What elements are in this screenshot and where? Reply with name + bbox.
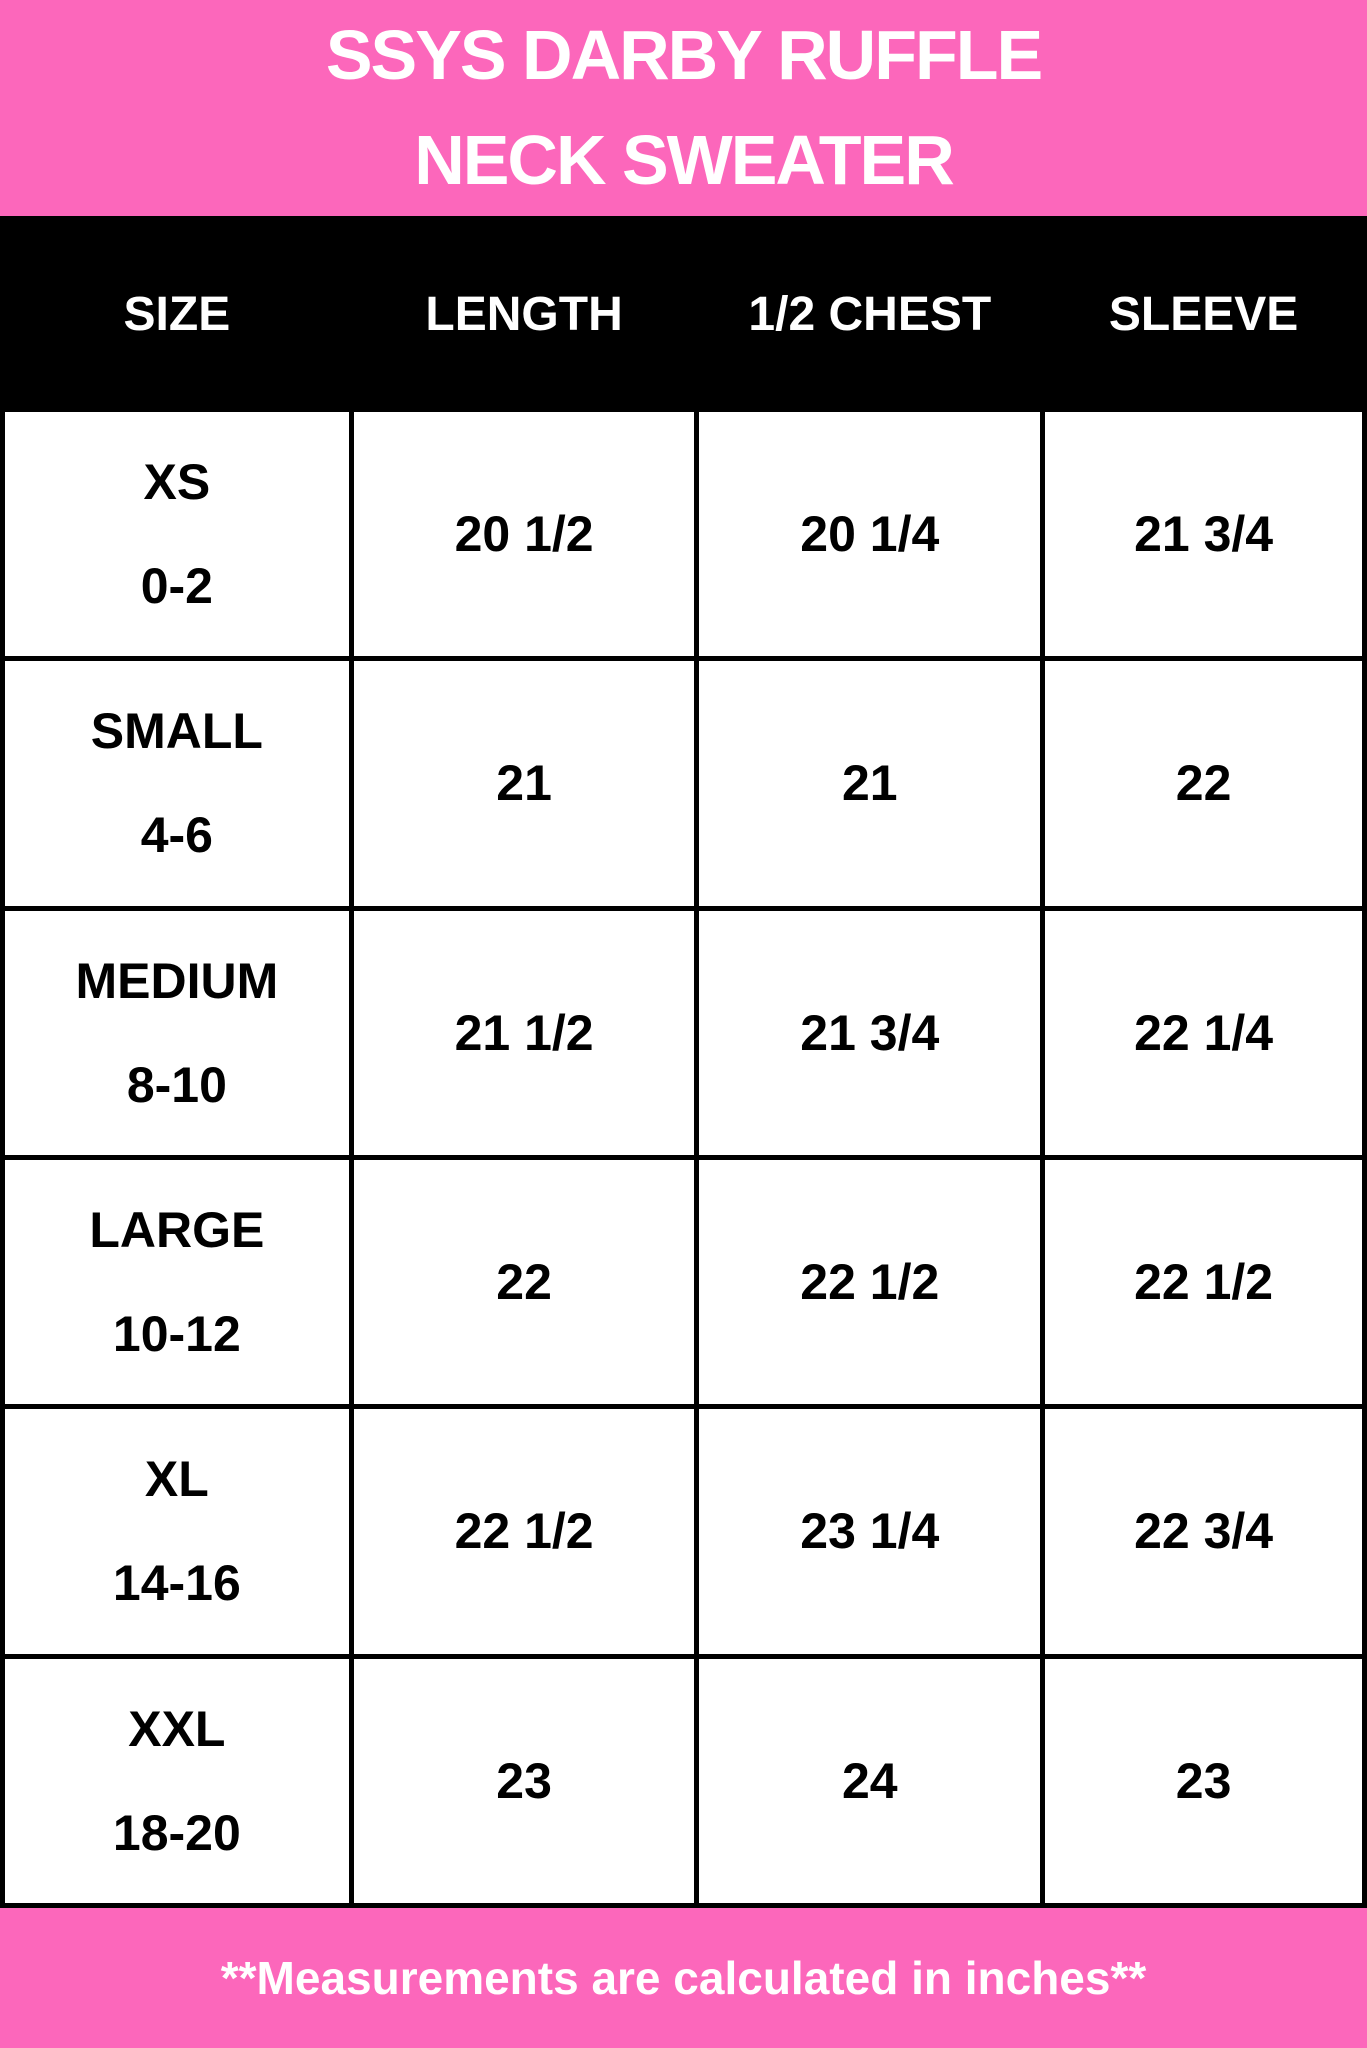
column-header-half-chest: 1/2 CHEST [748, 287, 992, 341]
sleeve-cell: 22 1/4 [1045, 911, 1362, 1155]
sleeve-cell: 23 [1045, 1659, 1362, 1903]
half-chest-cell: 21 [699, 661, 1040, 905]
column-header-length: LENGTH [425, 287, 623, 341]
length-cell: 21 [354, 661, 695, 905]
size-cell [5, 1160, 349, 1404]
half-chest-cell: 23 1/4 [699, 1409, 1040, 1653]
sleeve-cell: 21 3/4 [1045, 412, 1362, 656]
length-cell: 20 1/2 [354, 412, 695, 656]
size-table [0, 412, 1367, 1908]
page-title-line1: SSYS DARBY RUFFLE [325, 16, 1042, 94]
length-cell: 23 [354, 1659, 695, 1903]
size-range: 0-2 [140, 558, 213, 615]
size-label: LARGE [89, 1202, 265, 1259]
length-cell: 22 1/2 [354, 1409, 695, 1653]
size-range: 18-20 [112, 1804, 241, 1861]
size-range: 8-10 [126, 1056, 227, 1113]
size-label: XL [144, 1451, 209, 1508]
length-cell: 21 1/2 [354, 911, 695, 1155]
column-header-size: SIZE [123, 287, 231, 341]
half-chest-cell: 24 [699, 1659, 1040, 1903]
half-chest-cell: 22 1/2 [699, 1160, 1040, 1404]
sleeve-cell: 22 3/4 [1045, 1409, 1362, 1653]
footer-banner [0, 1908, 1367, 2048]
column-header-sleeve: SLEEVE [1108, 287, 1299, 341]
measurements-note: **Measurements are calculated in inches** [220, 1952, 1147, 2004]
size-range: 14-16 [112, 1555, 241, 1612]
size-label: XXL [128, 1700, 226, 1757]
size-range: 4-6 [140, 807, 213, 864]
sleeve-cell: 22 1/2 [1045, 1160, 1362, 1404]
sleeve-cell: 22 [1045, 661, 1362, 905]
size-range: 10-12 [112, 1306, 241, 1363]
size-cell [5, 412, 349, 656]
column-header-row [0, 216, 1367, 412]
length-cell: 22 [354, 1160, 695, 1404]
half-chest-cell: 21 3/4 [699, 911, 1040, 1155]
size-label: SMALL [90, 703, 263, 760]
size-label: XS [143, 454, 211, 511]
size-cell [5, 911, 349, 1155]
title-banner [0, 0, 1367, 216]
size-label: MEDIUM [75, 952, 279, 1009]
size-cell [5, 661, 349, 905]
page-title-line2: NECK SWEATER [414, 121, 953, 199]
size-cell [5, 1409, 349, 1653]
size-cell [5, 1659, 349, 1903]
half-chest-cell: 20 1/4 [699, 412, 1040, 656]
